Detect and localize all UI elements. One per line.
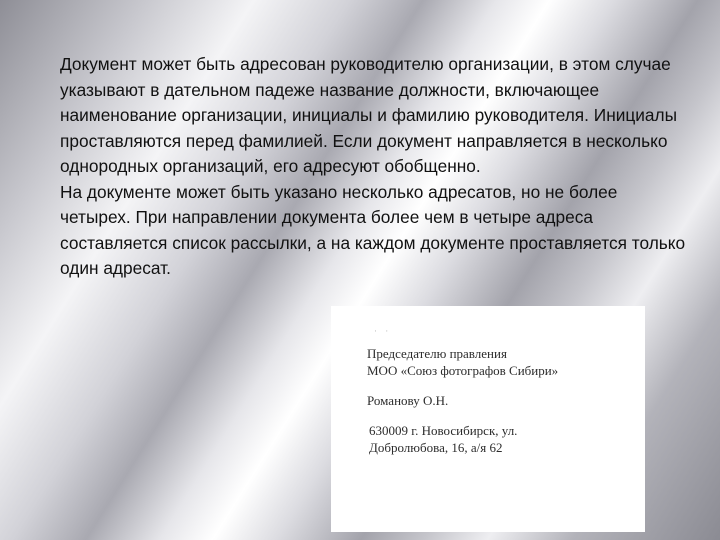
address-example-image xyxy=(331,306,645,532)
paragraph-addressing-head: Документ может быть адресован руководителю организации, в этом случае указывают в дательном падеже название должности, включающее наименование организации, инициалы и фамилию руководителя. Инициалы проставляются перед фамилией. Если документ направляется в несколько однородных организаций, его адресуют обобщенно. xyxy=(60,54,678,176)
addressee-organization: МОО «Союз фотографов Сибири» xyxy=(367,363,559,378)
body-text xyxy=(60,52,690,282)
addressee-street-line: Добролюбова, 16, а/я 62 xyxy=(369,440,503,455)
paragraph-multiple-addressees: На документе может быть указано несколько адресатов, но не более четырех. При направлении документа более чем в четыре адреса составляется список рассылки, а на каждом документе проставляется только один адресат. xyxy=(60,181,686,278)
addressee-postal-line: 630009 г. Новосибирск, ул. xyxy=(369,423,518,438)
addressee-name: Романову О.Н. xyxy=(367,393,449,408)
scan-speck: · · xyxy=(374,326,392,336)
addressee-position: Председателю правления xyxy=(367,346,507,361)
